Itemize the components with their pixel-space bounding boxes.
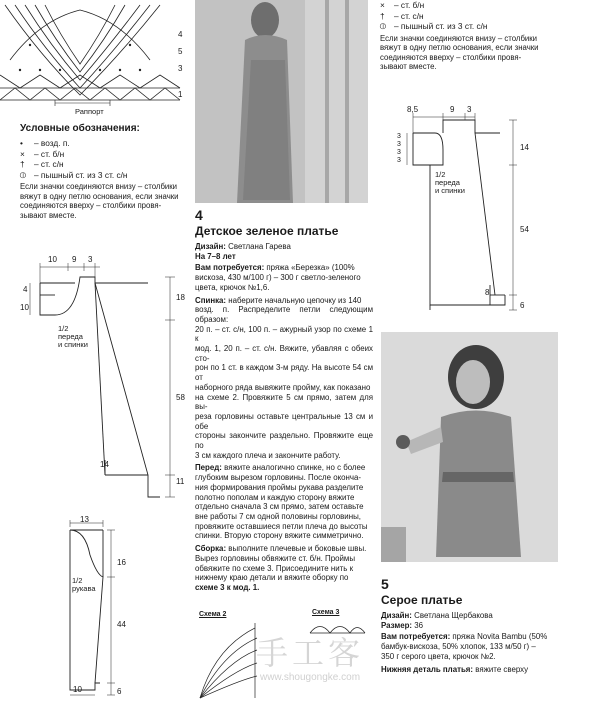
dim-right: 16: [117, 558, 126, 567]
crochet-chart-top: [0, 0, 190, 120]
dim-top: 9: [450, 105, 455, 114]
chart-row-number: 3: [178, 64, 183, 73]
designer-line: Дизайн: Светлана Щербакова: [381, 611, 493, 620]
dim-right: 54: [520, 225, 529, 234]
assembly-paragraph: Сборка: выполните плечевые и боковые швы. Вырез горловины обвяжите ст. б/н. Проймы обвяжите по схеме 3. Присоедините нить к нижнему краю детали и вяжите оборку по схеме 3 к мод. 1.: [195, 544, 367, 592]
legend-item: † – ст. с/н: [380, 10, 424, 21]
dim-top: 8,5: [407, 105, 419, 114]
chart-row-number: 4: [178, 30, 183, 39]
article-4: [195, 207, 373, 593]
dim-right: 6: [117, 687, 122, 696]
legend-item: • – возд. п.: [20, 138, 70, 148]
single-crochet-symbol-icon: ×: [380, 0, 385, 10]
dim-right: 14: [520, 143, 529, 152]
back-paragraph: Спинка: наберите начальную цепочку из 140 возд. п. Распределите петли следующим образом: 20 п. – ст. с/н, 100 п. – ажурный узор по схеме 1 к мод. 1, 20 п. – ст. с/н. Вяжите, убавляя с обеих сто- рон по 1 ст. в каждом 3-м ряду. На высоте 54 см от наборного ряда вывяжите пройму, как показано на схеме 2. Провяжите 5 см прямо, затем для вы- реза горловины оставьте центральные 13 см и обе стороны закончите раздельно. Провяжите еще по 3 см каждого плеча и закончите работу.: [195, 295, 373, 460]
article-title: Серое платье: [381, 593, 463, 607]
dim-left: 3: [397, 149, 401, 156]
legend-item: × – ст. б/н: [20, 148, 65, 159]
dim-bottom: 10: [73, 685, 82, 694]
pattern-right: [395, 105, 580, 320]
legend-note: Если значки соединяются внизу – столбики вяжут в одну петлю основания, если значки соединяются вверху – столбики провя- зывают вместе.: [20, 182, 179, 220]
legend-item: ⦶ – пышный ст. из 3 ст. с/н: [380, 21, 488, 31]
dim-right: 58: [176, 393, 185, 402]
dim-top: 10: [48, 255, 57, 264]
chart-row-number: 1: [178, 90, 183, 99]
chart-row-number: 5: [178, 47, 183, 56]
materials-paragraph: Вам потребуется: пряжа Novita Bambu (50% бамбук-вискоза, 50% хлопок, 133 м/50 г) – 350 г серого цвета, крючок №2.: [381, 632, 548, 661]
dim-left: 10: [20, 303, 29, 312]
watermark-logo: 手工客: [255, 634, 364, 672]
article-number: 5: [381, 576, 389, 592]
dim-left: 3: [397, 141, 401, 148]
dim-top: 3: [467, 105, 472, 114]
article-number: 4: [195, 207, 203, 223]
legend-title: Условные обозначения:: [20, 123, 140, 134]
dim-top: 9: [72, 255, 77, 264]
dim-bottom: 14: [100, 460, 109, 469]
front-paragraph: Перед: вяжите аналогично спинке, но с более глубоким вырезом горловины. После оконча- ния формирования проймы рукава разделите полотно пополам и каждую сторону вяжите отдельно сначала 3 см прямо, затем оставьте вне работы 7 см одной половины горловины, провяжите оставшиеся петли плеча до высоты спинки. Вторую сторону вяжите симметрично.: [195, 463, 368, 541]
single-crochet-symbol-icon: ×: [20, 148, 25, 159]
watermark: [230, 628, 390, 688]
dim-left: 4: [23, 285, 28, 294]
article-title: Детское зеленое платье: [195, 224, 339, 238]
age-line: На 7–8 лет: [195, 251, 236, 261]
materials-paragraph: Вам потребуется: пряжа «Березка» (100% вискоза, 430 м/100 г) – 300 г светло-зеленого цвета, крючок №1,6.: [195, 263, 361, 292]
puff-stitch-symbol-icon: ⦶: [20, 169, 27, 180]
dim-right: 44: [117, 620, 126, 629]
dim-inner: 8: [485, 288, 490, 297]
dim-right: 6: [520, 301, 525, 310]
article-5: [381, 576, 586, 674]
legend-note: Если значки соединяются внизу – столбики вяжут в одну петлю основания, если значки соединяются вверху – столбики провя- зывают вместе.: [380, 33, 539, 72]
size-line: Размер: 36: [381, 620, 424, 630]
legend-item: ⦶ – пышный ст. из 3 ст. с/н: [20, 169, 128, 180]
legend-item: † – ст. с/н: [20, 159, 64, 169]
dim-left: 3: [397, 133, 401, 140]
dim-right: 18: [176, 293, 185, 302]
dim-top: 13: [80, 515, 89, 524]
puff-stitch-symbol-icon: ⦶: [380, 21, 387, 31]
pattern-front-back: [20, 255, 195, 505]
pattern-sleeve: [55, 515, 195, 702]
watermark-url: www.shougongke.com: [259, 672, 361, 683]
piece-label: 1/2 переда и спинки: [58, 324, 88, 349]
double-crochet-symbol-icon: †: [20, 159, 25, 169]
repeat-label: Раппорт: [75, 107, 104, 116]
designer-line: Дизайн: Светлана Гарева: [195, 242, 291, 251]
lower-part-paragraph: Нижняя деталь платья: вяжите сверху: [381, 664, 529, 674]
legend: [20, 123, 200, 220]
scheme-3-label: Схема 3: [312, 609, 340, 616]
photo-green-dress: [195, 0, 368, 203]
dim-left: 3: [397, 157, 401, 164]
legend-right: [380, 0, 585, 72]
photo-grey-dress: [381, 332, 558, 562]
legend-item: × – ст. б/н: [380, 0, 425, 10]
dim-top: 3: [88, 255, 93, 264]
piece-label: 1/2 рукава: [72, 576, 96, 593]
dim-right: 11: [176, 477, 185, 486]
piece-label: 1/2 переда и спинки: [435, 170, 465, 195]
chain-symbol-icon: •: [20, 138, 23, 148]
scheme-2-label: Схема 2: [199, 611, 227, 618]
double-crochet-symbol-icon: †: [380, 10, 385, 21]
